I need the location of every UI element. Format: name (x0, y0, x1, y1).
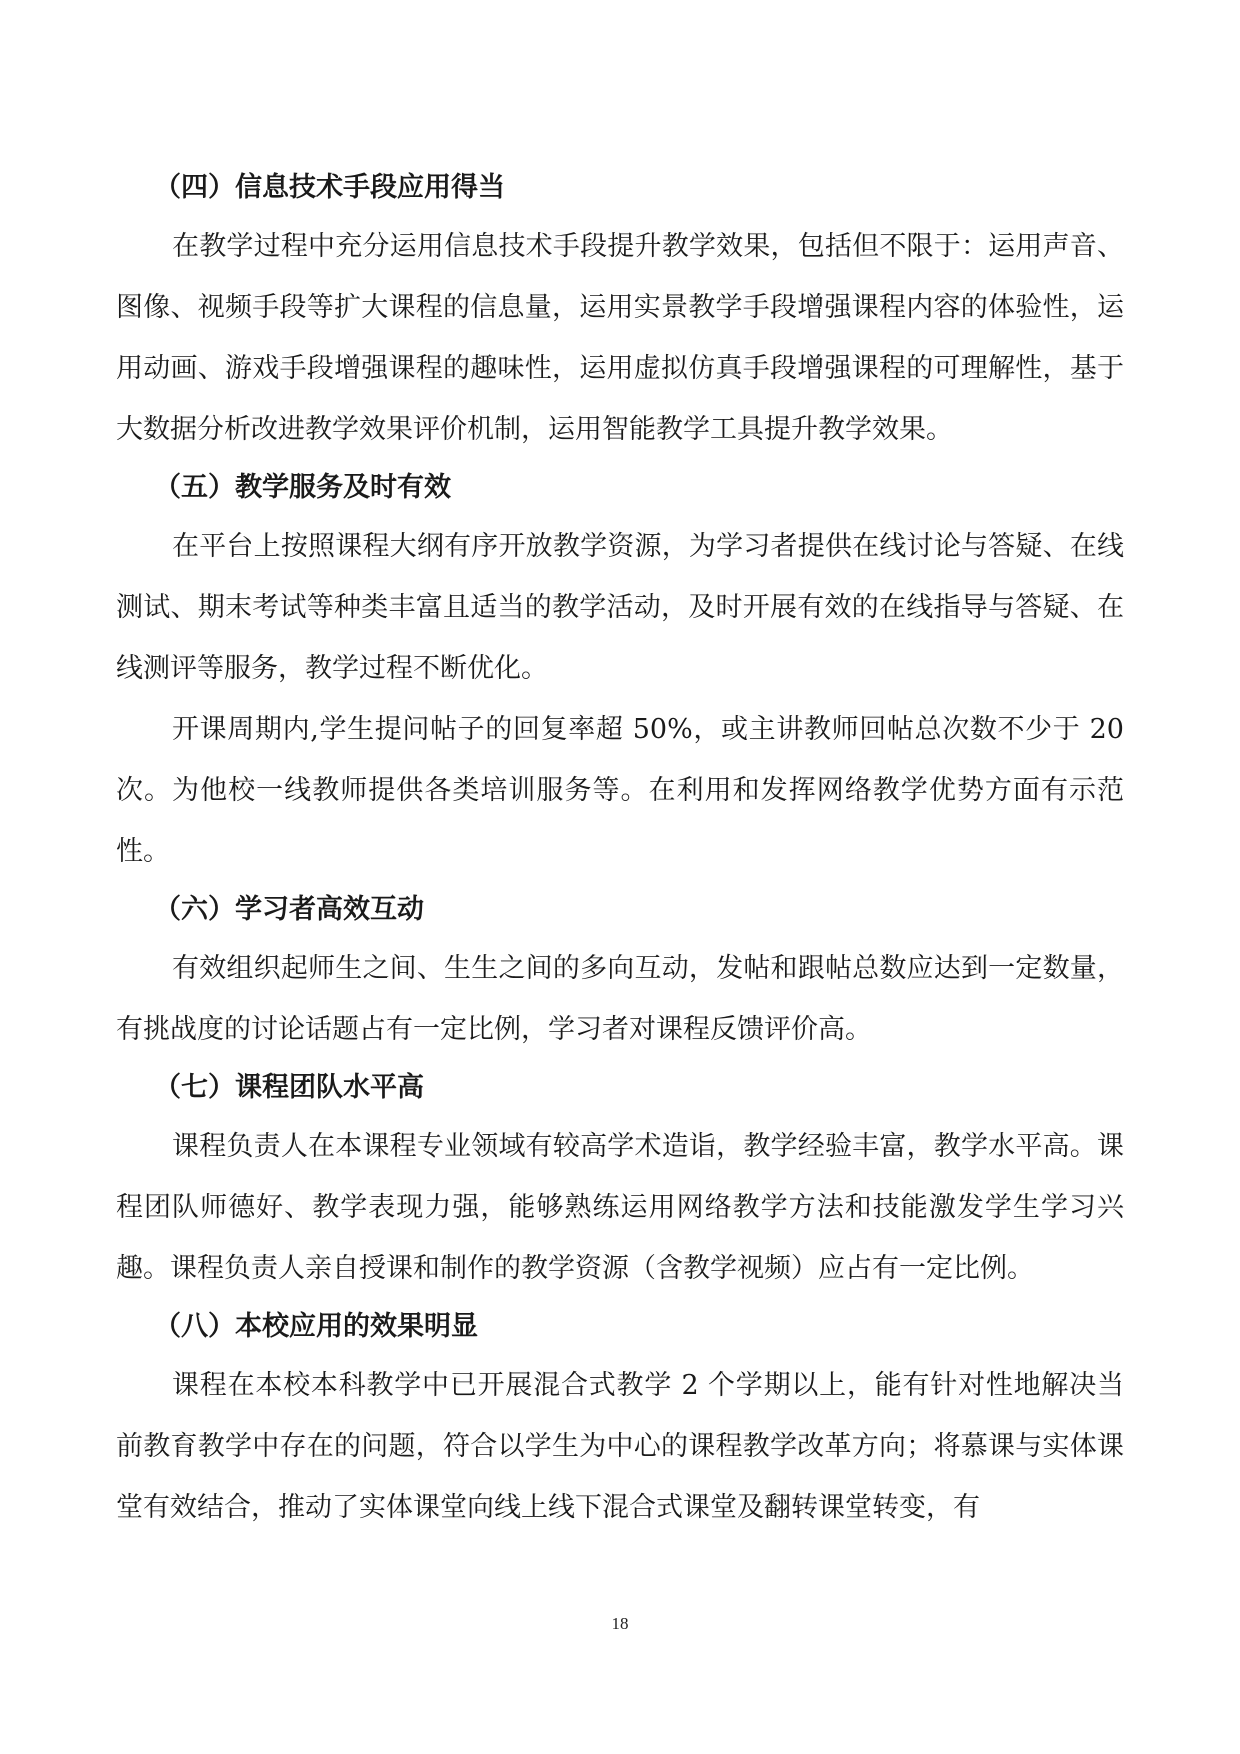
section-5-paragraph-2: 开课周期内,学生提问帖子的回复率超 50%，或主讲教师回帖总次数不少于 20 次。为他校一线教师提供各类培训服务等。在利用和发挥网络教学优势方面有示范性。 (116, 714, 1124, 867)
section-heading-8: （八）本校应用的效果明显 (154, 1311, 478, 1342)
page-content (116, 160, 1124, 1538)
section-heading-6: （六）学习者高效互动 (154, 894, 424, 925)
section-heading-5: （五）教学服务及时有效 (154, 472, 451, 503)
section-6-paragraph-1: 有效组织起师生之间、生生之间的多向互动，发帖和跟帖总数应达到一定数量，有挑战度的讨论话题占有一定比例，学习者对课程反馈评价高。 (116, 953, 1124, 1045)
section-heading-7: （七）课程团队水平高 (154, 1072, 424, 1103)
section-8-paragraph-1: 课程在本校本科教学中已开展混合式教学 2 个学期以上，能有针对性地解决当前教育教学中存在的问题，符合以学生为中心的课程教学改革方向；将慕课与实体课堂有效结合，推动了实体课堂向线上线下混合式课堂及翻转课堂转变，有 (116, 1370, 1124, 1523)
section-7-paragraph-1: 课程负责人在本课程专业领域有较高学术造诣，教学经验丰富，教学水平高。课程团队师德好、教学表现力强，能够熟练运用网络教学方法和技能激发学生学习兴趣。课程负责人亲自授课和制作的教学资源（含教学视频）应占有一定比例。 (116, 1131, 1124, 1284)
page-number: 18 (611, 1614, 629, 1633)
section-5-paragraph-1: 在平台上按照课程大纲有序开放教学资源，为学习者提供在线讨论与答疑、在线测试、期末考试等种类丰富且适当的教学活动，及时开展有效的在线指导与答疑、在线测评等服务，教学过程不断优化。 (116, 531, 1124, 684)
section-heading-4: （四）信息技术手段应用得当 (154, 172, 505, 203)
section-4-paragraph-1: 在教学过程中充分运用信息技术手段提升教学效果，包括但不限于：运用声音、图像、视频手段等扩大课程的信息量，运用实景教学手段增强课程内容的体验性，运用动画、游戏手段增强课程的趣味性，运用虚拟仿真手段增强课程的可理解性，基于大数据分析改进教学效果评价机制，运用智能教学工具提升教学效果。 (116, 231, 1124, 445)
